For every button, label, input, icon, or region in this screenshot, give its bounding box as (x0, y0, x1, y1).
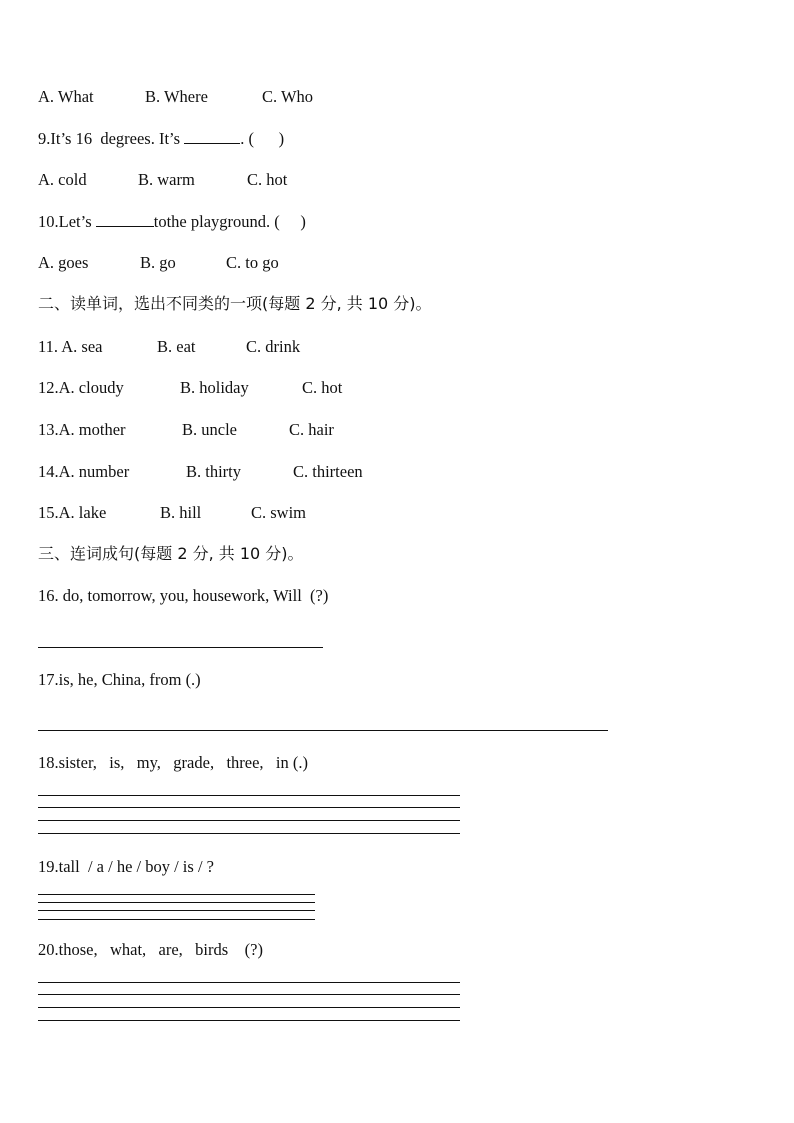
q20-answer-line-4[interactable] (38, 1020, 460, 1021)
q19-answer-line-1[interactable] (38, 894, 315, 895)
q13-option-c: C. hair (289, 420, 334, 439)
q10-prefix: 10.Let’s (38, 212, 96, 231)
question-10 (38, 212, 306, 232)
q18-answer-line-3[interactable] (38, 820, 460, 821)
q13-option-b: B. uncle (182, 420, 237, 439)
q14-option-a: 14.A. number (38, 462, 130, 481)
q8-option-a: A. What (38, 87, 94, 106)
q20-answer-line-2[interactable] (38, 994, 460, 995)
q15-option-c: C. swim (251, 503, 307, 522)
question-17: 17.is, he, China, from (.) (38, 670, 201, 689)
q10-option-a: A. goes (38, 253, 89, 272)
q20-answer-line-3[interactable] (38, 1007, 460, 1008)
section-2-title: 二、读单词，选出不同类的一项(每题 2 分, 共 10 分)。 (38, 294, 432, 313)
q9-option-b: B. warm (138, 170, 195, 189)
q9-prefix: 9.It’s 16 degrees. It’s (38, 129, 185, 148)
q19-answer-line-3[interactable] (38, 910, 315, 911)
q10-blank[interactable] (96, 212, 154, 227)
q19-answer-line-4[interactable] (38, 919, 315, 920)
q9-option-c: C. hot (247, 170, 288, 189)
section-3-title: 三、连词成句(每题 2 分, 共 10 分)。 (38, 544, 304, 563)
q14-option-b: B. thirty (186, 462, 242, 481)
q10-suffix: tothe playground. ( ) (153, 212, 306, 231)
q16-answer-line[interactable] (38, 647, 323, 648)
q18-answer-line-1[interactable] (38, 795, 460, 796)
q11-option-a: 11. A. sea (38, 337, 103, 356)
q8-option-b: B. Where (145, 87, 208, 106)
q12-option-b: B. holiday (180, 378, 249, 397)
q17-answer-line[interactable] (38, 730, 608, 731)
q20-answer-line-1[interactable] (38, 982, 460, 983)
question-9 (38, 129, 284, 149)
q8-option-c: C. Who (262, 87, 314, 106)
question-18: 18.sister, is, my, grade, three, in (.) (38, 753, 309, 772)
q12-option-c: C. hot (302, 378, 343, 397)
q9-suffix: . ( ) (240, 129, 285, 148)
q18-answer-line-2[interactable] (38, 807, 460, 808)
q15-option-b: B. hill (160, 503, 202, 522)
q19-answer-line-2[interactable] (38, 902, 315, 903)
q9-option-a: A. cold (38, 170, 87, 189)
q9-blank[interactable] (184, 129, 240, 144)
question-16: 16. do, tomorrow, you, housework, Will (?) (38, 586, 329, 605)
q13-option-a: 13.A. mother (38, 420, 126, 439)
question-19: 19.tall / a / he / boy / is / ? (38, 857, 214, 876)
q12-option-a: 12.A. cloudy (38, 378, 124, 397)
question-20: 20.those, what, are, birds (?) (38, 940, 263, 959)
q11-option-c: C. drink (246, 337, 301, 356)
q14-option-c: C. thirteen (293, 462, 363, 481)
q11-option-b: B. eat (157, 337, 196, 356)
q10-option-c: C. to go (226, 253, 279, 272)
q10-option-b: B. go (140, 253, 176, 272)
q18-answer-line-4[interactable] (38, 833, 460, 834)
q15-option-a: 15.A. lake (38, 503, 107, 522)
